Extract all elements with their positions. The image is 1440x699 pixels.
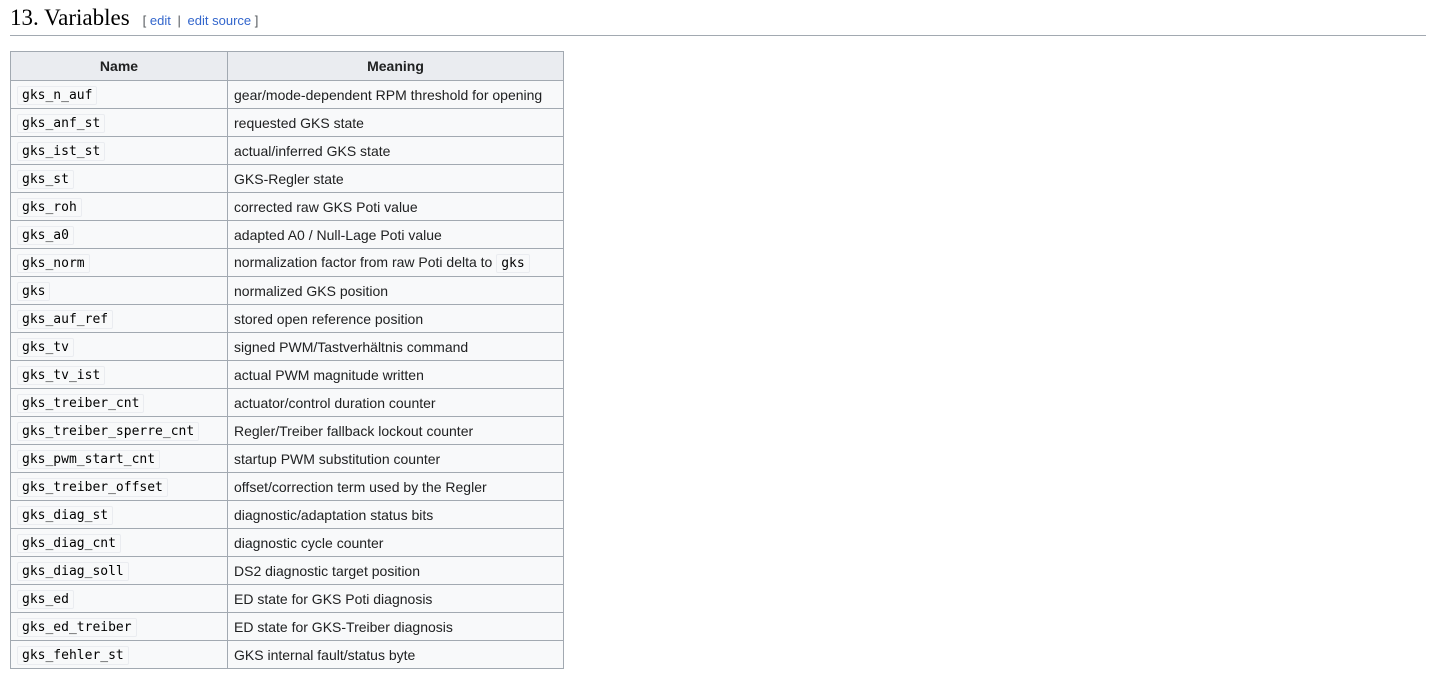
meaning-cell — [228, 81, 564, 109]
meaning-text: actuator/control duration counter — [234, 394, 436, 411]
meaning-text: actual PWM magnitude written — [234, 366, 424, 383]
variable-name-code: gks_ist_st — [17, 142, 105, 161]
variable-name-code: gks_ed_treiber — [17, 618, 137, 637]
variable-name-code: gks_n_auf — [17, 86, 97, 105]
variable-name-code: gks_fehler_st — [17, 646, 129, 665]
variable-name-code: gks_pwm_start_cnt — [17, 450, 160, 469]
meaning-cell — [228, 165, 564, 193]
section-title: 13. Variables — [10, 5, 130, 30]
meaning-text: gear/mode-dependent RPM threshold for opening — [234, 86, 543, 103]
table-row — [11, 81, 564, 109]
edit-section-links — [143, 13, 259, 28]
table-row — [11, 641, 564, 669]
meaning-cell — [228, 613, 564, 641]
meaning-text: normalization factor from raw Poti delta to — [234, 254, 493, 270]
table-row — [11, 249, 564, 277]
variable-name-code: gks_diag_soll — [17, 562, 129, 581]
edit-source-link[interactable]: edit source — [187, 13, 252, 28]
variables-table — [10, 51, 564, 669]
variable-name-code: gks_anf_st — [17, 114, 105, 133]
variable-name-code: gks_a0 — [17, 226, 74, 245]
variable-name-cell — [11, 585, 228, 613]
table-row — [11, 333, 564, 361]
table-row — [11, 585, 564, 613]
variable-name-cell — [11, 501, 228, 529]
table-row — [11, 529, 564, 557]
meaning-text: startup PWM substitution counter — [234, 450, 441, 467]
table-row — [11, 361, 564, 389]
meaning-cell — [228, 473, 564, 501]
table-row — [11, 613, 564, 641]
variable-name-code: gks_treiber_offset — [17, 478, 168, 497]
variable-name-code: gks_st — [17, 170, 74, 189]
bracket-close: ] — [254, 13, 259, 28]
meaning-cell — [228, 557, 564, 585]
table-row — [11, 137, 564, 165]
table-body — [11, 81, 564, 669]
meaning-cell — [228, 417, 564, 445]
column-header-meaning: Meaning — [228, 52, 564, 81]
table-header-row — [11, 52, 564, 81]
variable-name-code: gks_treiber_cnt — [17, 394, 144, 413]
variable-name-cell — [11, 221, 228, 249]
meaning-cell — [228, 305, 564, 333]
variable-name-cell — [11, 277, 228, 305]
table-row — [11, 165, 564, 193]
meaning-inline-code: gks — [496, 254, 529, 273]
variable-name-code: gks_diag_cnt — [17, 534, 121, 553]
variable-name-code: gks_diag_st — [17, 506, 113, 525]
meaning-text: Regler/Treiber fallback lockout counter — [234, 422, 474, 439]
table-row — [11, 305, 564, 333]
variable-name-cell — [11, 333, 228, 361]
meaning-text: GKS internal fault/status byte — [234, 646, 416, 663]
table-row — [11, 417, 564, 445]
table-row — [11, 221, 564, 249]
meaning-cell — [228, 361, 564, 389]
table-row — [11, 557, 564, 585]
meaning-text: corrected raw GKS Poti value — [234, 198, 418, 215]
table-row — [11, 277, 564, 305]
variable-name-cell — [11, 249, 228, 277]
variable-name-cell — [11, 557, 228, 585]
variable-name-cell — [11, 165, 228, 193]
variable-name-code: gks — [17, 282, 50, 301]
meaning-cell — [228, 109, 564, 137]
variable-name-cell — [11, 193, 228, 221]
variable-name-cell — [11, 109, 228, 137]
section-heading — [10, 4, 1426, 36]
meaning-cell — [228, 193, 564, 221]
variable-name-code: gks_tv — [17, 338, 74, 357]
variable-name-cell — [11, 529, 228, 557]
meaning-text: requested GKS state — [234, 114, 364, 131]
meaning-text: GKS-Regler state — [234, 170, 344, 187]
meaning-text: DS2 diagnostic target position — [234, 562, 420, 579]
meaning-text: diagnostic/adaptation status bits — [234, 506, 434, 523]
variable-name-code: gks_tv_ist — [17, 366, 105, 385]
bracket-open: [ — [142, 13, 147, 28]
meaning-text: normalized GKS position — [234, 282, 389, 299]
variable-name-cell — [11, 389, 228, 417]
table-row — [11, 501, 564, 529]
meaning-text: stored open reference position — [234, 310, 424, 327]
meaning-cell — [228, 137, 564, 165]
table-row — [11, 473, 564, 501]
meaning-cell — [228, 389, 564, 417]
meaning-text: adapted A0 / Null-Lage Poti value — [234, 226, 442, 243]
meaning-text: actual/inferred GKS state — [234, 142, 391, 159]
edit-link[interactable]: edit — [149, 13, 171, 28]
meaning-text: ED state for GKS Poti diagnosis — [234, 590, 433, 607]
meaning-text: signed PWM/Tastverhältnis command — [234, 338, 469, 355]
table-row — [11, 193, 564, 221]
table-row — [11, 389, 564, 417]
variable-name-cell — [11, 641, 228, 669]
meaning-cell — [228, 249, 564, 277]
variable-name-code: gks_auf_ref — [17, 310, 113, 329]
variable-name-cell — [11, 305, 228, 333]
column-header-name: Name — [11, 52, 228, 81]
meaning-cell — [228, 585, 564, 613]
meaning-text: diagnostic cycle counter — [234, 534, 384, 551]
variable-name-cell — [11, 81, 228, 109]
meaning-cell — [228, 641, 564, 669]
meaning-cell — [228, 221, 564, 249]
meaning-cell — [228, 501, 564, 529]
table-row — [11, 109, 564, 137]
table-row — [11, 445, 564, 473]
meaning-cell — [228, 277, 564, 305]
variable-name-cell — [11, 473, 228, 501]
variable-name-cell — [11, 445, 228, 473]
variable-name-code: gks_roh — [17, 198, 82, 217]
meaning-cell — [228, 529, 564, 557]
meaning-cell — [228, 445, 564, 473]
meaning-cell — [228, 333, 564, 361]
variable-name-code: gks_ed — [17, 590, 74, 609]
variable-name-code: gks_norm — [17, 254, 90, 273]
variable-name-cell — [11, 613, 228, 641]
variable-name-cell — [11, 361, 228, 389]
variable-name-cell — [11, 137, 228, 165]
meaning-text: ED state for GKS-Treiber diagnosis — [234, 618, 453, 635]
variable-name-code: gks_treiber_sperre_cnt — [17, 422, 199, 441]
variable-name-cell — [11, 417, 228, 445]
link-separator: | — [177, 13, 181, 28]
meaning-text: offset/correction term used by the Regler — [234, 478, 487, 495]
